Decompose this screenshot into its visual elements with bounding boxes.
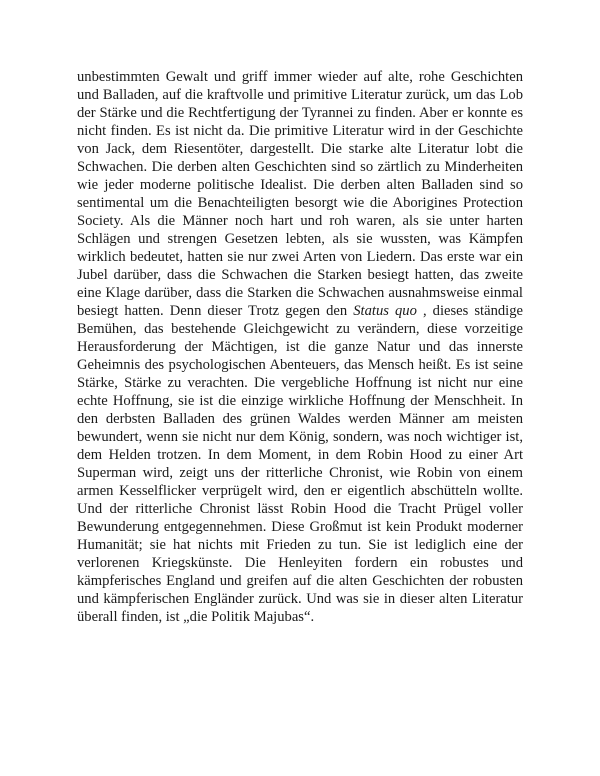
text-segment: , dieses ständige <box>416 303 524 319</box>
text-line: armen Kesselflicker verprügelt wird, den er eigentlich abschütteln wollte. <box>77 483 523 499</box>
text-line: verlorenen Kriegskünste. Die Henleyiten fordern ein robustes und <box>77 555 523 571</box>
text-line: der Stärke und die Rechtfertigung der Tyrannei zu finden. Aber er konnte es <box>77 105 523 121</box>
text-line: Und der ritterliche Chronist lässt Robin Hood die Tracht Prügel voller <box>77 501 523 517</box>
text-line: Herausforderung der Mächtigen, ist die ganze Natur und das innerste <box>77 339 523 355</box>
text-line: Schwachen. Die derben alten Geschichten sind so zärtlich zu Minderheiten <box>77 159 523 175</box>
text-line: Humanität; sie hat nichts mit Frieden zu tun. Sie ist lediglich eine der <box>77 537 523 553</box>
text-line: den derbsten Balladen des grünen Waldes werden Männer am meisten <box>77 411 523 427</box>
text-line: eine Klage darüber, dass die Starken die Schwachen ausnahmsweise einmal <box>77 285 523 301</box>
text-line: dem Helden trotzen. In dem Moment, in dem Robin Hood zu einer Art <box>77 447 523 463</box>
text-line: und Balladen, auf die kraftvolle und primitive Literatur zurück, um das Lob <box>77 87 523 103</box>
text-line: Bewunderung entgegennehmen. Diese Großmut ist kein Produkt moderner <box>77 519 523 535</box>
text-line: echte Hoffnung, sie ist die einzige wirkliche Hoffnung der Menschheit. In <box>77 393 523 409</box>
text-line: sentimental um die Benachteiligten besorgt wie die Aborigines Protection <box>77 195 523 211</box>
emphasis-status-quo: Status quo <box>353 303 417 319</box>
text-line: Superman wird, zeigt uns der ritterliche Chronist, wie Robin von einem <box>77 465 523 481</box>
text-line-with-emphasis <box>77 302 523 320</box>
text-line: unbestimmten Gewalt und griff immer wieder auf alte, rohe Geschichten <box>77 69 523 85</box>
text-line: Stärke, Stärke zu verachten. Die vergebliche Hoffnung ist nicht nur eine <box>77 375 523 391</box>
text-line: Jubel darüber, dass die Schwachen die Starken besiegt hatten, das zweite <box>77 267 523 283</box>
text-line: nicht finden. Es ist nicht da. Die primitive Literatur wird in der Geschichte <box>77 123 523 139</box>
text-line: Schlägen und strengen Gesetzen lebten, als sie wussten, was Kämpfen <box>77 231 523 247</box>
text-line: wirklich bedeutet, hatten sie nur zwei Arten von Liedern. Das erste war ein <box>77 249 523 265</box>
text-segment: besiegt hatten. Denn dieser Trotz gegen den <box>77 303 354 319</box>
text-line: Geheimnis des psychologischen Abenteuers, das Mensch heißt. Es ist seine <box>77 357 523 373</box>
text-line: Society. Als die Männer noch hart und roh waren, als sie unter harten <box>77 213 523 229</box>
text-line: kämpferisches England und greifen auf die alten Geschichten der robusten <box>77 573 523 589</box>
text-line: Bemühen, das bestehende Gleichgewicht zu verändern, diese vorzeitige <box>77 321 523 337</box>
text-line: bewundert, wenn sie nicht nur dem König, sondern, was noch wichtiger ist, <box>77 429 523 445</box>
text-line: überall finden, ist „die Politik Majubas“. <box>77 609 315 625</box>
text-line: und kämpferischen Engländer zurück. Und was sie in dieser alten Literatur <box>77 591 523 607</box>
text-line: von Jack, dem Riesentöter, dargestellt. Die starke alte Literatur lobt die <box>77 141 523 157</box>
text-line: wie jeder moderne politische Idealist. Die derben alten Balladen sind so <box>77 177 523 193</box>
body-paragraph <box>77 68 523 626</box>
